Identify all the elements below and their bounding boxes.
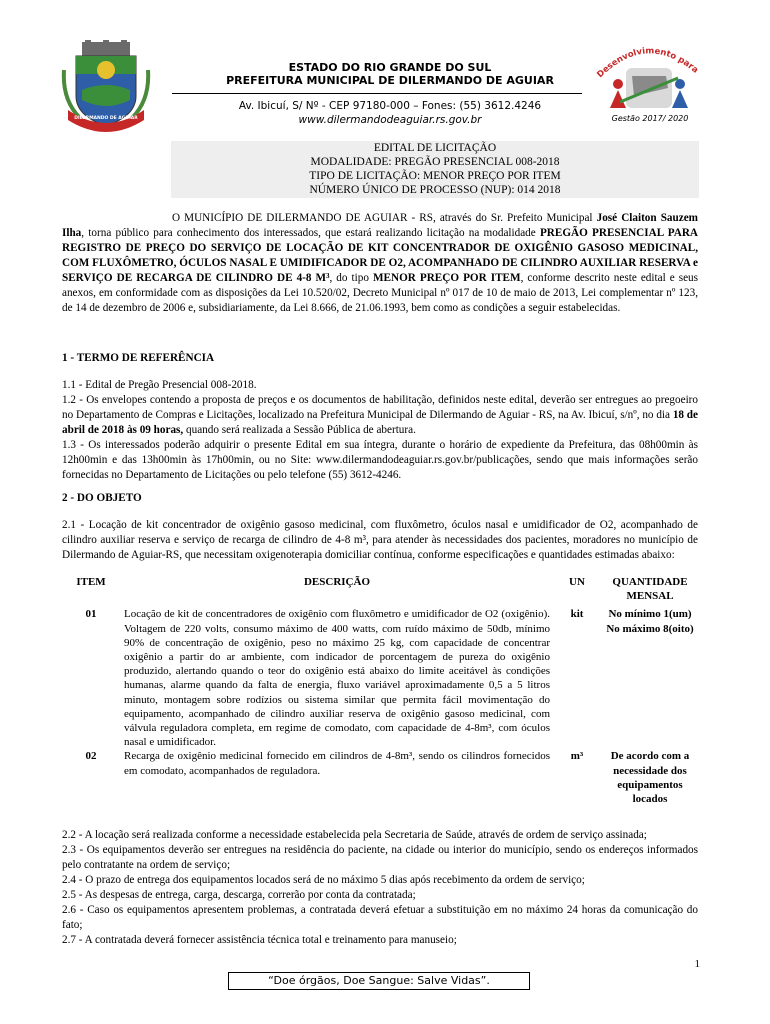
item-description: Recarga de oxigênio medicinal fornecido em cilindros de 4-8m³, sendo os cilindros fornecidos em comodato, acompanhados de reguladora. — [124, 750, 550, 777]
intro-paragraph: O MUNICÍPIO DE DILERMANDO DE AGUIAR - RS, através do Sr. Prefeito Municipal José Claiton Sauzem Ilha, torna público para conhecimento dos interessados, que estará realizando licitação na modalidade PREGÃO PRESENCIAL PARA REGISTRO DE PREÇO DO SERVIÇO DE LOCAÇÃO DE KIT CONCENTRADOR DE OXIGÊNIO GASOSO MEDICINAL, COM FLUXÔMETRO, ÓCULOS NASAL E UMIDIFICADOR DE O2, ACOMPANHADO DE CILINDRO AUXILIAR RESERVA e SERVIÇO DE RECARGA DE CILINDRO DE 4-8 M³, do tipo MENOR PREÇO POR ITEM, conforme descrito neste edital e seus anexos, em conformidade com as disposições da Lei 10.520/02, Decreto Municipal nº 017 de 10 de maio de 2013, Lei complementar nº 123, de 14 de dezembro de 2006 e, subsidiariamente, da Lei 8.666, de 21.06.1993, bem como as condições a seguir estabelecidas. — [62, 212, 699, 314]
state-name: ESTADO DO RIO GRANDE DO SUL — [288, 61, 492, 74]
paragraph-2-6: 2.6 - Caso os equipamentos apresentem problemas, a contratada deverá efetuar a substituição em no máximo 24 horas da comunicação do fato; — [62, 904, 698, 931]
paragraph-2-3: 2.3 - Os equipamentos deverão ser entregues na residência do paciente, na cidade ou interior do município, sendo os endereços informados pelo contratante na ordem de serviço; — [62, 844, 698, 871]
column-header-description: DESCRIÇÃO — [303, 576, 370, 588]
header-website: www.dilermandodeaguiar.rs.gov.br — [298, 114, 482, 126]
paragraph-2-5: 2.5 - As despesas de entrega, carga, descarga, correrão por conta da contratada; — [62, 889, 416, 901]
item-unit: m³ — [570, 750, 584, 763]
items-table — [62, 575, 700, 806]
page-number: 1 — [694, 958, 700, 970]
column-header-quantity: QUANTIDADE MENSAL — [612, 576, 688, 603]
municipal-crest-logo — [60, 40, 152, 132]
paragraph-2-1: 2.1 - Locação de kit concentrador de oxigênio gasoso medicinal, com fluxômetro, óculos nasal e umidificador de O2, acompanhado de cilindro auxiliar reserva e serviço de recarga de cilindro de 4-8 m³, para atender às necessidades dos pacientes, moradores no município de Dilermando de Aguiar-RS, que necessitam oxigenoterapia domiciliar contínua, conforme especificações e quantidades estimadas abaixo: — [62, 519, 698, 561]
table-row — [62, 749, 700, 806]
paragraph-2-2: 2.2 - A locação será realizada conforme a necessidade estabelecida pela Secretaria de Saúde, através de ordem de serviço assinada; — [62, 829, 647, 841]
column-header-item: ITEM — [76, 576, 106, 588]
paragraph-2-4: 2.4 - O prazo de entrega dos equipamentos locados será de no máximo 5 dias após recebimento da ordem de serviço; — [62, 874, 585, 886]
footer-slogan: “Doe órgãos, Doe Sangue: Salve Vidas”. — [228, 972, 530, 990]
section-2-clauses — [62, 828, 698, 948]
title-line-1: EDITAL DE LICITAÇÃO — [373, 142, 497, 154]
section-2-heading: 2 - DO OBJETO — [62, 492, 142, 504]
table-header-row — [62, 575, 700, 603]
section-1-heading: 1 - TERMO DE REFERÊNCIA — [62, 352, 215, 364]
edital-title-block — [171, 141, 699, 198]
table-row — [62, 603, 700, 749]
header-address: Av. Ibicuí, S/ Nº - CEP 97180-000 – Fones: (55) 3612.4246 — [238, 100, 542, 112]
logo-arc-text: Desenvolvimento para — [595, 46, 700, 81]
title-line-2: MODALIDADE: PREGÃO PRESENCIAL 008-2018 — [310, 156, 560, 168]
item-quantity: No mínimo 1(um) No máximo 8(oito) — [606, 608, 694, 635]
administration-caption: Gestão 2017/ 2020 — [611, 114, 689, 123]
item-unit: kit — [570, 608, 584, 621]
header-divider — [172, 93, 582, 94]
paragraph-1-1: 1.1 - Edital de Pregão Presencial 008-2018. — [62, 379, 257, 391]
item-number: 01 — [85, 608, 97, 621]
development-logo — [590, 38, 702, 116]
title-line-4: NÚMERO ÚNICO DE PROCESSO (NUP): 014 2018 — [309, 184, 561, 196]
item-number: 02 — [85, 750, 97, 763]
prefecture-name: PREFEITURA MUNICIPAL DE DILERMANDO DE AGUIAR — [226, 74, 554, 87]
paragraph-2-7: 2.7 - A contratada deverá fornecer assistência técnica total e treinamento para manuseio; — [62, 934, 457, 946]
column-header-unit: UN — [569, 576, 585, 588]
crest-ribbon-text: DILERMANDO DE AGUIAR — [74, 116, 138, 121]
title-line-3: TIPO DE LICITAÇÃO: MENOR PREÇO POR ITEM — [309, 170, 561, 182]
paragraph-1-2: 1.2 - Os envelopes contendo a proposta de preços e os documentos de habilitação, definidos neste edital, deverão ser entregues ao pregoeiro no Departamento de Compras e Licitações, localizado na Prefeitura Municipal de Dilermando de Aguiar - RS, na Av. Ibicuí, s/nº, no dia 18 de abril de 2018 às 09 horas, quando será realizada a Sessão Pública de abertura. — [62, 394, 698, 436]
paragraph-1-3: 1.3 - Os interessados poderão adquirir o presente Edital em sua íntegra, durante o horário de expediente da Prefeitura, das 08h00min às 12h00min e das 13h00min às 17h00min, ou no Site: www.dilermandodeaguiar.rs.gov.br/publicações, sendo que mais informações serão fornecidas no Departamento de Licitações ou pelo telefone (55) 3612-4246. — [62, 439, 698, 481]
item-quantity: De acordo com a necessidade dos equipamentos locados — [610, 750, 690, 806]
item-description: Locação de kit de concentradores de oxigênio com fluxômetro e umidificador de O2 (oxigênio). Voltagem de 220 volts, consumo máximo de 400 watts, com ruído máximo de 50db, mínimo 90% de concentração de oxigênio, peso no máximo 25 kg, com capacidade de concentrar oxigênio a partir do ar ambiente, com indicador de porcentagem de pureza do oxigênio produzido, alertando quando o teor do oxigênio está abaixo do limite aceitável às condições humanas, alarme quando da falta de energia, fluxo variável aproximadamente 0,5 a 5 litros minuto, montagem sobre rodízios ou sistema similar que permita fácil movimentação do equipamento, acompanhado de cilindro auxiliar reserva de oxigênio gasoso medicinal, com válvula reguladora completa, em regime de comodato, com capacidade de 4-8m³, com óculos nasal e umidificador. — [124, 608, 550, 749]
section-1-body — [62, 378, 698, 483]
